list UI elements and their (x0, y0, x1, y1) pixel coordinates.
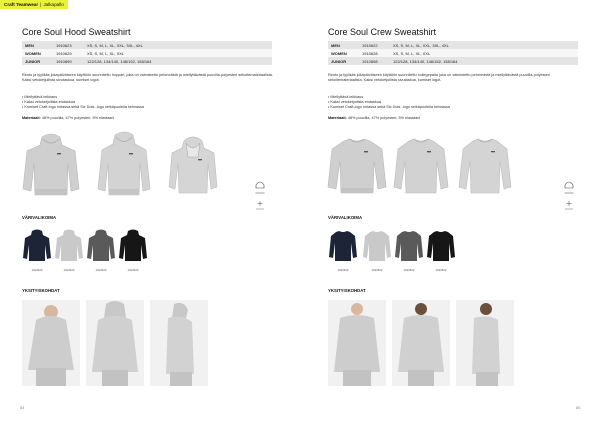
detail-photo-back (86, 300, 144, 386)
product-image-women (93, 131, 155, 199)
page-number: 84 (20, 405, 25, 410)
product-code: 1910622 (359, 41, 390, 49)
swatch-dark-grey (86, 228, 116, 263)
size-group: MEN (22, 41, 53, 49)
swatch-code: 1910623 (127, 268, 139, 272)
material-value: 48% puuvilla, 47% polyesteri, 5% elastaani (347, 116, 421, 120)
feature-item: • Miellyttävä leikkaus (22, 95, 58, 99)
product-description: Rento ja tyylikäs jokapäiväiseen käyttöön suunniteltu huppari, joka on valmistettu pehmeästä ja miellyttävästä puuvilla-polyesteri sekoitemateriaalista. Kaksi vetoketjullista sivutaskua, kumiset logot. (22, 73, 273, 83)
swatch-code: 1910622 (403, 268, 415, 272)
size-group: MEN (328, 41, 359, 49)
page-crew-sweatshirt (300, 0, 600, 424)
size-row (22, 49, 272, 57)
size-group: JUNIOR (328, 57, 359, 65)
brand-label: Craft Teamwear (4, 2, 39, 7)
swatch-black (426, 228, 456, 263)
feature-item: • Kaksi vetoketjullista etutaskua (22, 100, 76, 105)
material-info (328, 116, 583, 120)
swatch-black (118, 228, 148, 263)
product-title: Core Soul Hood Sweatshirt (22, 27, 131, 37)
swatch-code: 1910623 (95, 268, 107, 272)
feature-item: • Kumiset Craft-logo rintassa sekä Six Dots -logo selkäpuolella kelmassa (328, 105, 451, 110)
product-code: 1910629 (53, 49, 84, 57)
feature-item: • Miellyttävä leikkaus (328, 95, 364, 99)
swatch-navy (328, 228, 358, 263)
page-number: 85 (576, 405, 581, 410)
swatch-code: 1910623 (63, 268, 75, 272)
product-code: 1910899 (53, 57, 84, 65)
size-list: XS, S, M, L, XL, XXL, 3XL, 4XL (390, 41, 578, 49)
feature-list (22, 95, 277, 111)
colors-heading: VÄRIVALIKOIMA (22, 215, 57, 220)
product-image-women (390, 131, 452, 199)
swatch-code: 1910622 (371, 268, 383, 272)
header-separator: | (40, 2, 42, 7)
swatch-dark-grey (394, 228, 424, 263)
product-image-men (20, 131, 82, 199)
care-icons (564, 179, 574, 216)
feature-item: • Kaksi vetoketjullista etutaskua (328, 100, 382, 105)
size-table (328, 41, 578, 65)
detail-photo-side (456, 300, 514, 386)
size-table (22, 41, 272, 65)
size-row (22, 41, 272, 49)
swatch-navy (22, 228, 52, 263)
product-code: 1910623 (53, 41, 84, 49)
swatch-grey-melange (362, 228, 392, 263)
size-group: JUNIOR (22, 57, 53, 65)
size-list: XS, S, M, L, XL, XXL, 3XL, 4XL (84, 41, 272, 49)
detail-photo-front (22, 300, 80, 386)
colors-heading: VÄRIVALIKOIMA (328, 215, 363, 220)
size-row (328, 49, 578, 57)
detail-photo-front (328, 300, 386, 386)
product-image-junior (454, 131, 516, 199)
detail-photo-back (392, 300, 450, 386)
material-info (22, 116, 277, 120)
product-description: Rento ja tyylikäs jokapäiväiseen käyttöön suunniteltu collegepaita joka on valmistettu pehmeästä ja miellyttävästä puuvilla-polyesteri sekoitemateriaalista. Kaksi vetoketjullista sivutaskua, kumiset logot. (328, 73, 550, 83)
product-image-junior (162, 131, 224, 199)
product-code: 1910628 (359, 49, 390, 57)
product-image-men (326, 131, 388, 199)
size-row (328, 57, 578, 65)
swatch-code: 1910622 (435, 268, 447, 272)
details-heading: YKSITYISKOHDAT (22, 288, 60, 293)
care-icons (255, 179, 265, 216)
swatch-code: 1910622 (337, 268, 349, 272)
size-list: 122/128, 134/140, 146/152, 158/164 (390, 57, 578, 65)
details-heading: YKSITYISKOHDAT (328, 288, 366, 293)
size-row (328, 41, 578, 49)
material-label: Materiaali: (22, 116, 41, 120)
size-row (22, 57, 272, 65)
detail-photo-side (150, 300, 208, 386)
product-code: 1910898 (359, 57, 390, 65)
size-group: WOMEN (22, 49, 53, 57)
swatch-grey-melange (54, 228, 84, 263)
swatch-code: 1910623 (31, 268, 43, 272)
size-group: WOMEN (328, 49, 359, 57)
size-list: 122/128, 134/140, 146/152, 158/164 (84, 57, 272, 65)
size-list: XS, S, M, L, XL, XXL (84, 49, 272, 57)
feature-item: • Kumiset Craft-logo rintassa sekä Six Dots -logo selkäpuolella kelmassa (22, 105, 145, 110)
size-list: XS, S, M, L, XL, XXL (390, 49, 578, 57)
material-value: 48% puuvilla, 47% polyesteri, 5% elastaani (41, 116, 115, 120)
product-title: Core Soul Crew Sweatshirt (328, 27, 437, 37)
feature-list (328, 95, 583, 111)
section-label: Jalkapallo (43, 2, 64, 7)
material-label: Materiaali: (328, 116, 347, 120)
